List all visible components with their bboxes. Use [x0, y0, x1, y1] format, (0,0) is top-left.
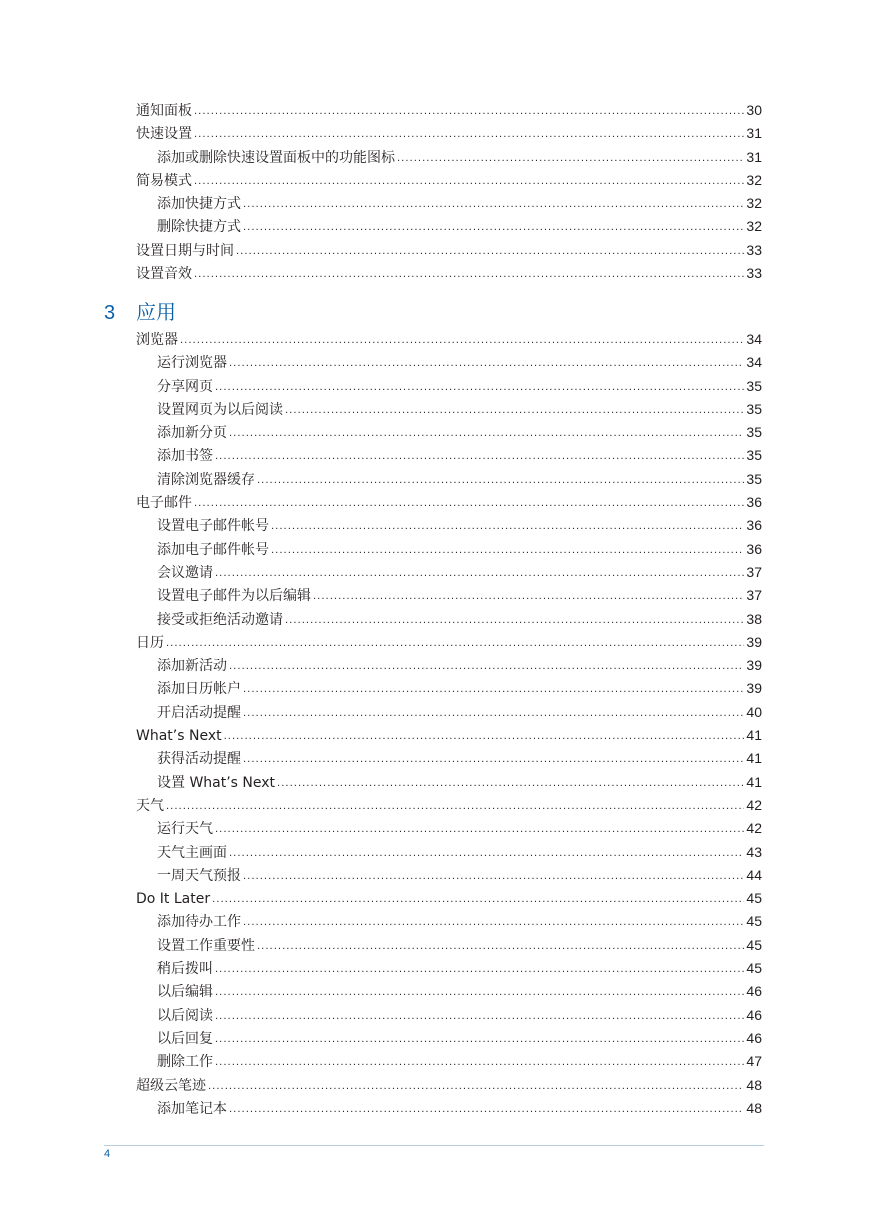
toc-page-number: 42 [746, 796, 762, 813]
toc-page-number: 35 [746, 424, 762, 441]
toc-entry-title: 设置网页为以后阅读 [157, 401, 283, 418]
dot-leader [313, 585, 744, 608]
toc-subentry[interactable] [136, 841, 762, 864]
toc-subentry[interactable] [136, 677, 762, 700]
toc-page-number: 39 [746, 680, 762, 697]
toc-page-number: 36 [746, 494, 762, 511]
toc-page-number: 36 [746, 517, 762, 534]
dot-leader [180, 329, 744, 352]
toc-page-number: 38 [746, 610, 762, 627]
toc-page-number: 47 [746, 1053, 762, 1070]
toc-page-number: 41 [746, 727, 762, 744]
dot-leader [229, 1098, 744, 1121]
toc-subentry[interactable] [136, 584, 762, 607]
dot-leader [277, 772, 744, 795]
dot-leader [285, 399, 744, 422]
dot-leader [229, 842, 744, 865]
toc-entry-title: 以后回复 [157, 1030, 213, 1047]
toc-entry-title: 设置 What’s Next [157, 774, 276, 791]
dot-leader [229, 655, 744, 678]
toc-entry-title: 日历 [136, 634, 164, 651]
toc-entry[interactable] [136, 328, 762, 351]
toc-subentry[interactable] [136, 608, 762, 631]
dot-leader [243, 865, 744, 888]
toc-page-number: 44 [746, 866, 762, 883]
toc-section-system [136, 99, 762, 285]
dot-leader [243, 702, 744, 725]
toc-subentry[interactable] [136, 864, 762, 887]
dot-leader [194, 123, 744, 146]
dot-leader [243, 216, 744, 239]
dot-leader [257, 935, 744, 958]
toc-entry-title: 会议邀请 [157, 564, 213, 581]
toc-subentry[interactable] [136, 701, 762, 724]
toc-entry-title: 一周天气预报 [157, 867, 241, 884]
toc-page-number: 35 [746, 377, 762, 394]
toc-subentry[interactable] [136, 561, 762, 584]
dot-leader [257, 469, 744, 492]
toc-page-number: 37 [746, 587, 762, 604]
dot-leader [243, 193, 744, 216]
dot-leader [243, 678, 744, 701]
toc-page-number: 39 [746, 657, 762, 674]
toc-page-number: 40 [746, 703, 762, 720]
toc-entry[interactable] [136, 239, 762, 262]
toc-entry-title: 稍后拨叫 [157, 961, 213, 978]
toc-subentry[interactable] [136, 514, 762, 537]
toc-subentry[interactable] [136, 1097, 762, 1120]
toc-subentry[interactable] [136, 1027, 762, 1050]
dot-leader [194, 492, 744, 515]
toc-page-number: 33 [746, 241, 762, 258]
toc-page-number: 45 [746, 913, 762, 930]
toc-entry-title: 添加新活动 [157, 658, 227, 675]
toc-entry-title: 开启活动提醒 [157, 704, 241, 721]
toc-entry-title: 设置电子邮件帐号 [157, 518, 269, 535]
toc-page-number: 48 [746, 1076, 762, 1093]
toc-subentry[interactable] [136, 747, 762, 770]
dot-leader [166, 632, 744, 655]
toc-page-number: 33 [746, 265, 762, 282]
toc-entry-title: 快速设置 [136, 126, 192, 143]
toc-subentry[interactable] [136, 957, 762, 980]
toc-subentry[interactable] [136, 538, 762, 561]
toc-entry-title: 以后阅读 [157, 1007, 213, 1024]
toc-entry-title: 获得活动提醒 [157, 751, 241, 768]
toc-page-number: 31 [746, 148, 762, 165]
toc-page-number: 31 [746, 125, 762, 142]
dot-leader [285, 609, 744, 632]
footer-divider [104, 1145, 764, 1146]
dot-leader [215, 981, 744, 1004]
toc-entry-title: 删除快捷方式 [157, 219, 241, 236]
toc-entry-title: 天气主画面 [157, 844, 227, 861]
toc-subentry[interactable] [136, 215, 762, 238]
chapter-number: 3 [104, 302, 116, 324]
chapter-title: 应用 [136, 300, 176, 324]
toc-page-number: 46 [746, 983, 762, 1000]
toc-entry-title: 添加书签 [157, 448, 213, 465]
toc-entry[interactable] [136, 169, 762, 192]
toc-entry-title: 设置音效 [136, 266, 192, 283]
toc-subentry[interactable] [136, 146, 762, 169]
toc-entry-title: 设置工作重要性 [157, 937, 255, 954]
toc-entry-title: 添加或删除快速设置面板中的功能图标 [157, 149, 395, 166]
toc-entry-title: 通知面板 [136, 103, 192, 119]
toc-entry-title: 添加日历帐户 [157, 681, 241, 698]
dot-leader [215, 1051, 744, 1074]
toc-section-apps [136, 328, 762, 1120]
dot-leader [229, 422, 744, 445]
dot-leader [271, 515, 744, 538]
dot-leader [215, 1028, 744, 1051]
dot-leader [243, 748, 744, 771]
toc-page-number: 30 [746, 102, 762, 118]
toc-subentry[interactable] [136, 468, 762, 491]
dot-leader [215, 1005, 744, 1028]
toc-page-number: 42 [746, 820, 762, 837]
toc-subentry[interactable] [136, 375, 762, 398]
toc-subentry[interactable] [136, 1050, 762, 1073]
dot-leader [224, 725, 745, 748]
toc-entry-title: 运行浏览器 [157, 355, 227, 372]
toc-entry-title: 添加笔记本 [157, 1100, 227, 1117]
toc-page-number: 45 [746, 960, 762, 977]
toc-entry[interactable] [136, 262, 762, 285]
toc-page-number: 41 [746, 773, 762, 790]
toc-page-number: 34 [746, 354, 762, 371]
toc-subentry[interactable] [136, 444, 762, 467]
dot-leader [271, 539, 744, 562]
toc-entry[interactable] [136, 122, 762, 145]
toc-entry-title: 接受或拒绝活动邀请 [157, 611, 283, 628]
dot-leader [215, 376, 744, 399]
toc-subentry[interactable] [136, 934, 762, 957]
toc-entry-title: 简易模式 [136, 172, 192, 189]
toc-subentry[interactable] [136, 192, 762, 215]
toc-entry-title: 设置日期与时间 [136, 242, 234, 259]
toc-entry[interactable] [136, 724, 762, 747]
dot-leader [229, 352, 744, 375]
toc-entry-title: 分享网页 [157, 378, 213, 395]
toc-subentry[interactable] [136, 351, 762, 374]
toc-subentry[interactable] [136, 910, 762, 933]
toc-page-number: 35 [746, 470, 762, 487]
dot-leader [215, 445, 744, 468]
dot-leader [243, 911, 744, 934]
toc-entry-title: 运行天气 [157, 821, 213, 838]
toc-entry-title: 以后编辑 [157, 984, 213, 1001]
toc-subentry[interactable] [136, 654, 762, 677]
toc-entry[interactable] [136, 1074, 762, 1097]
toc-entry[interactable] [136, 491, 762, 514]
dot-leader [215, 818, 744, 841]
toc-subentry[interactable] [136, 421, 762, 444]
toc-entry-title: 添加电子邮件帐号 [157, 541, 269, 558]
toc-entry[interactable] [136, 794, 762, 817]
toc-entry[interactable] [136, 631, 762, 654]
toc-entry-title: 清除浏览器缓存 [157, 471, 255, 488]
toc-page-number: 45 [746, 936, 762, 953]
toc-entry-title: 添加新分页 [157, 425, 227, 442]
toc-page-number: 36 [746, 540, 762, 557]
dot-leader [194, 170, 744, 193]
toc-entry-title: 设置电子邮件为以后编辑 [157, 588, 311, 605]
dot-leader [215, 562, 744, 585]
toc-subentry[interactable] [136, 1004, 762, 1027]
toc-entry-title: 添加待办工作 [157, 914, 241, 931]
chapter-heading [104, 299, 176, 326]
toc-subentry[interactable] [136, 980, 762, 1003]
toc-page-number: 43 [746, 843, 762, 860]
toc-subentry[interactable] [136, 817, 762, 840]
toc-entry-title: 删除工作 [157, 1054, 213, 1071]
toc-page-number: 46 [746, 1029, 762, 1046]
toc-page-number: 46 [746, 1006, 762, 1023]
toc-page-number: 32 [746, 195, 762, 212]
toc-subentry[interactable] [136, 771, 762, 794]
toc-page-number: 34 [746, 331, 762, 347]
dot-leader [166, 795, 744, 818]
toc-page-number: 32 [746, 171, 762, 188]
toc-page-number: 32 [746, 218, 762, 235]
dot-leader [194, 100, 744, 123]
dot-leader [397, 147, 744, 170]
toc-page-number: 35 [746, 447, 762, 464]
page-number: 4 [104, 1148, 111, 1160]
toc-page-number: 39 [746, 633, 762, 650]
dot-leader [215, 958, 744, 981]
dot-leader [212, 888, 744, 911]
toc-entry-title: 添加快捷方式 [157, 196, 241, 213]
toc-entry-title: 超级云笔迹 [136, 1077, 206, 1094]
toc-page-number: 45 [746, 890, 762, 907]
toc-entry-title: 天气 [136, 797, 164, 814]
dot-leader [208, 1075, 744, 1098]
toc-entry[interactable] [136, 99, 762, 122]
toc-page-number: 37 [746, 563, 762, 580]
toc-entry-title: Do It Later [136, 891, 211, 908]
toc-subentry[interactable] [136, 398, 762, 421]
toc-page-number: 41 [746, 750, 762, 767]
dot-leader [236, 240, 744, 263]
toc-entry-title: 浏览器 [136, 332, 178, 348]
toc-page-number: 48 [746, 1099, 762, 1116]
toc-entry-title: 电子邮件 [136, 495, 192, 512]
dot-leader [194, 263, 744, 286]
toc-entry-title: What’s Next [136, 728, 222, 745]
toc-page-number: 35 [746, 400, 762, 417]
toc-entry[interactable] [136, 887, 762, 910]
